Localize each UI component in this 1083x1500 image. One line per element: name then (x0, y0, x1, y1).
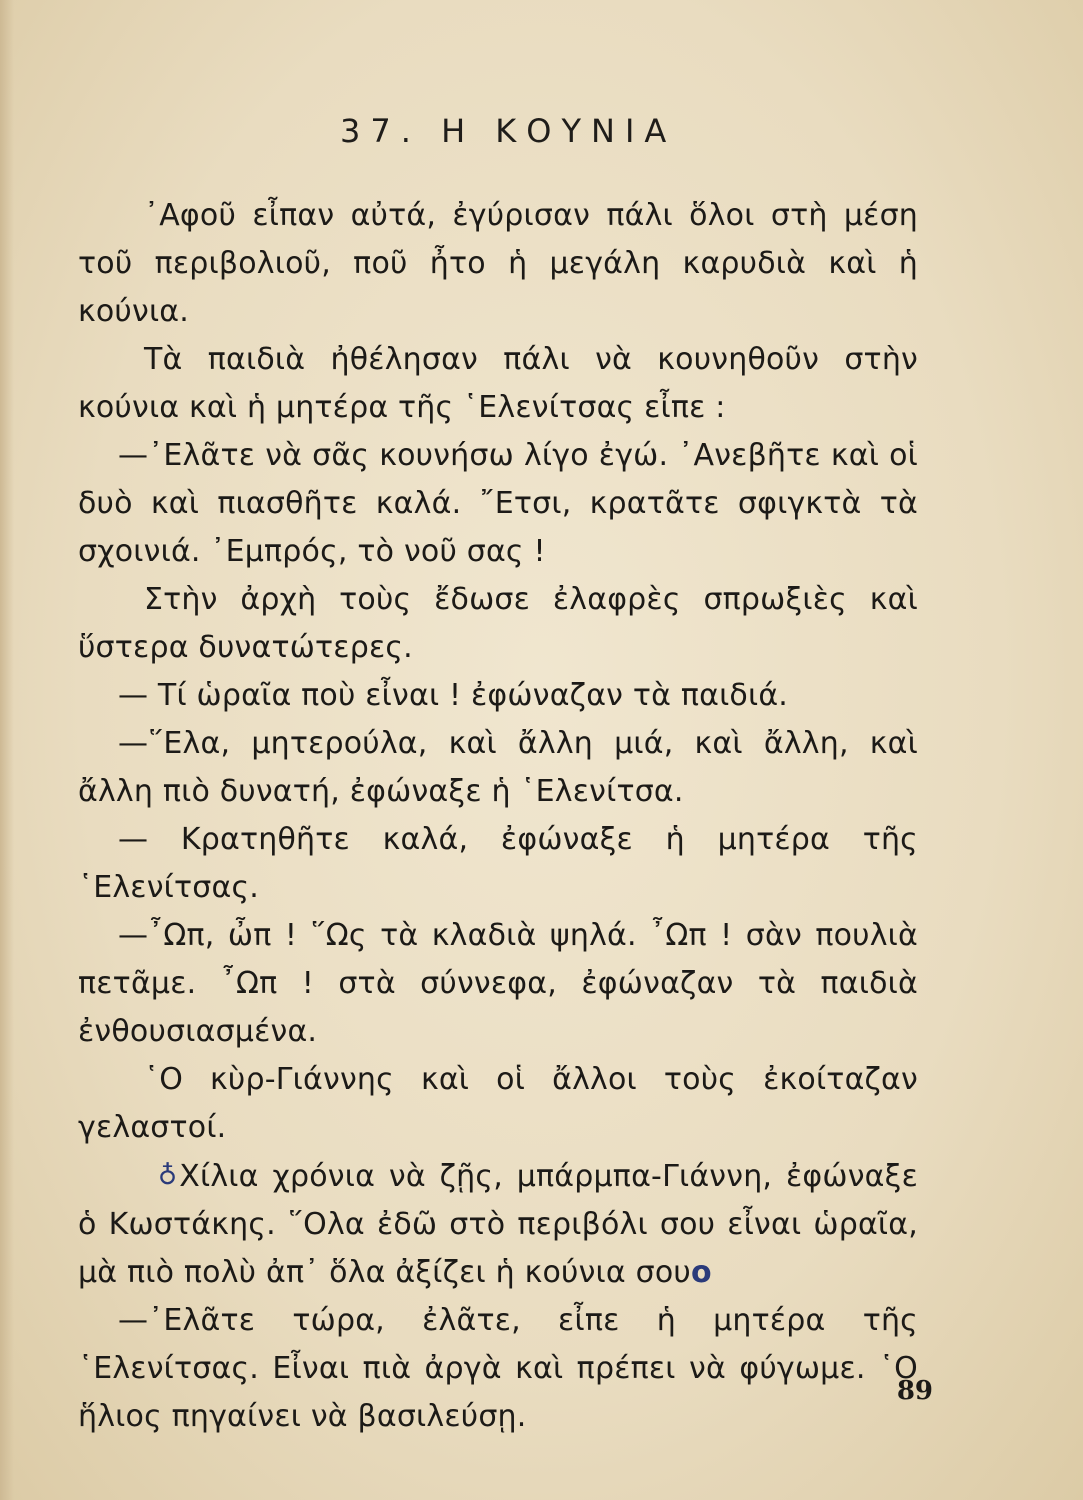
dialog-line: — Τί ὡραῖα ποὺ εἶναι ! ἐφώναζαν τὰ παιδιά. (118, 678, 789, 713)
dialog-line: —῏Ωπ, ὦπ ! ῞Ως τὰ κλαδιὰ ψηλά. ῏Ωπ ! σὰν πουλιὰ πετᾶμε. ῏Ωπ ! στὰ σύννεφα, ἐφώναζαν τὰ παιδιὰ ἐνθουσιασμένα. (78, 918, 918, 1049)
page-number: 89 (896, 1376, 933, 1406)
dialog-line: — Κρατηθῆτε καλά, ἐφώναξε ἡ μητέρα τῆς ῾Ελενίτσας. (78, 822, 918, 905)
page-gutter-shadow (0, 0, 14, 1500)
chapter-heading: 37. Η ΚΟΥΝΙΑ (340, 112, 677, 150)
quote-mark-icon: ♁ (158, 1161, 178, 1191)
dialog-text: Χίλια χρόνια νὰ ζῇς, μπάρμπα-Γιάννη, ἐφώναξε ὁ Κωστάκης. ῞Ολα ἐδῶ στὸ περιβόλι σου εἶναι ὡραῖα, μὰ πιὸ πολὺ ἀπ᾿ ὅλα ἀξίζει ἡ κούνια σου (78, 1159, 918, 1290)
paragraph: Στὴν ἀρχὴ τοὺς ἔδωσε ἐλαφρὲς σπρωξιὲς καὶ ὕστερα δυνατώτερες. (78, 582, 918, 665)
paragraph: ᾿Αφοῦ εἶπαν αὐτά, ἐγύρισαν πάλι ὅλοι στὴ μέση τοῦ περιβολιοῦ, ποῦ ἦτο ἡ μεγάλη καρυδιὰ καὶ ἡ κούνια. (78, 198, 918, 329)
dialog-line: —᾿Ελᾶτε νὰ σᾶς κουνήσω λίγο ἐγώ. ᾿Ανεβῆτε καὶ οἱ δυὸ καὶ πιασθῆτε καλά. ῎Ετσι, κρατᾶτε σφιγκτὰ τὰ σχοινιά. ᾿Εμπρός, τὸ νοῦ σας ! (78, 438, 918, 569)
dialog-line: —῞Ελα, μητερούλα, καὶ ἄλλη μιά, καὶ ἄλλη, καὶ ἄλλη πιὸ δυνατή, ἐφώναξε ἡ ῾Ελενίτσα. (78, 726, 918, 809)
paragraph: Τὰ παιδιὰ ἠθέλησαν πάλι νὰ κουνηθοῦν στὴν κούνια καὶ ἡ μητέρα τῆς ῾Ελενίτσας εἶπε : (78, 342, 918, 425)
dialog-line: —᾿Ελᾶτε τώρα, ἐλᾶτε, εἶπε ἡ μητέρα τῆς ῾Ελενίτσας. Εἶναι πιὰ ἀργὰ καὶ πρέπει νὰ φύγωμε. ῾Ο ἥλιος πηγαίνει νὰ βασιλεύσῃ. (78, 1303, 918, 1434)
body-text (78, 192, 918, 1441)
paragraph: ῾Ο κὺρ-Γιάννης καὶ οἱ ἄλλοι τοὺς ἐκοίταζαν γελαστοί. (78, 1062, 918, 1145)
quote-end-icon: o (690, 1255, 712, 1290)
dialog-line-marked (78, 1152, 918, 1297)
